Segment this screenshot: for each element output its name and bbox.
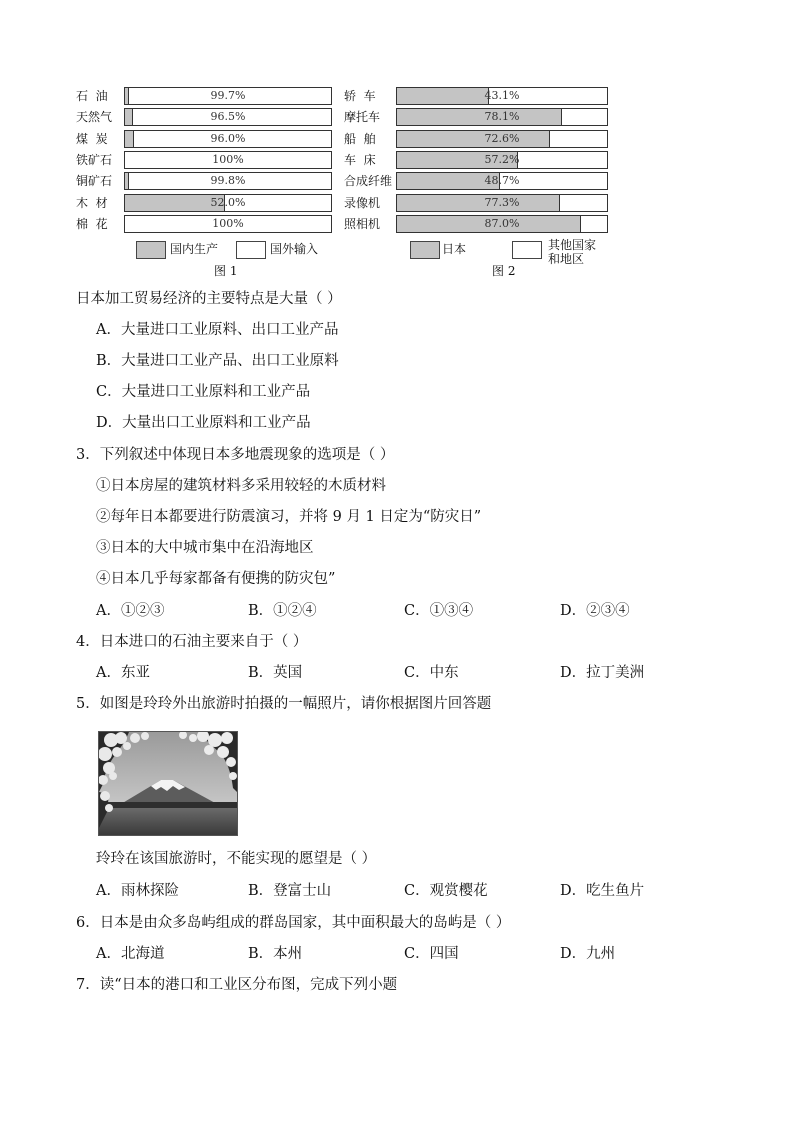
fig2-legend-other: 其他国家 和地区	[548, 238, 597, 266]
fig2-row	[344, 151, 608, 169]
fig2-label: 照相机	[344, 216, 381, 231]
fig2-bar-frame	[396, 194, 608, 212]
q3-item-3: ③日本的大中城市集中在沿海地区	[96, 540, 314, 556]
q5-option-a[interactable]: A．雨林探险	[96, 883, 179, 899]
q6-stem: 6．日本是由众多岛屿组成的群岛国家，其中面积最大的岛屿是（ ）	[76, 915, 511, 931]
fig1-value-label: 100%	[212, 216, 244, 230]
fig1-label: 石 油	[76, 89, 108, 103]
fig1-value-label: 99.7%	[210, 89, 246, 102]
fig2-value-label: 77.3%	[484, 195, 520, 209]
fig2-bar-frame	[396, 151, 608, 169]
fig1-bar-frame	[124, 130, 332, 148]
fig1-value-label: 52.0%	[210, 195, 246, 209]
fig1-row	[76, 215, 332, 233]
fig1-row	[76, 172, 332, 190]
fig2-label: 合成纤维	[344, 174, 393, 189]
fig2-caption: 图 2	[492, 264, 516, 278]
fig2-row	[344, 130, 608, 148]
q5-option-b[interactable]: B．登富士山	[248, 883, 332, 899]
q3-option-a[interactable]: A．①②③	[96, 603, 165, 619]
fig2-row	[344, 194, 608, 212]
fig1-value-label: 99.8%	[210, 174, 246, 188]
fig2-label: 轿 车	[344, 89, 376, 103]
fig2-bar-frame	[396, 130, 608, 148]
fig2-bar-frame	[396, 215, 608, 233]
fig2-value-label: 87.0%	[484, 216, 520, 230]
fig1-label: 煤 炭	[76, 131, 108, 146]
fig1-caption: 图 1	[214, 264, 238, 278]
q3-item-2: ②每年日本都要进行防震演习，并将 9 月 1 日定为“防灾日”	[96, 509, 482, 525]
q2-option-a[interactable]: A．大量进口工业原料、出口工业产品	[96, 322, 339, 338]
q6-option-c[interactable]: C．四国	[404, 946, 459, 962]
fig1-label: 铁矿石	[76, 152, 113, 167]
q6-option-a[interactable]: A．北海道	[96, 946, 165, 962]
fig2-chart	[344, 87, 612, 277]
q4-option-a[interactable]: A．东亚	[96, 665, 150, 681]
q7-stem: 7．读“日本的港口和工业区分布图，完成下列小题	[76, 977, 398, 993]
fig2-legend-japan: 日本	[442, 242, 467, 256]
fig2-value-label: 48.7%	[484, 174, 520, 188]
q2-option-c[interactable]: C．大量进口工业原料和工业产品	[96, 384, 311, 400]
fig1-row	[76, 87, 332, 105]
fig1-row	[76, 151, 332, 169]
fig2-legend-swatch-other	[512, 241, 542, 259]
q5-option-c[interactable]: C．观赏樱花	[404, 883, 488, 899]
fig2-row	[344, 172, 608, 190]
fig2-label: 车 床	[344, 152, 376, 167]
q3-item-1: ①日本房屋的建筑材料多采用较轻的木质材料	[96, 478, 386, 494]
q5-stem: 5．如图是玲玲外出旅游时拍摄的一幅照片，请你根据图片回答题	[76, 696, 492, 712]
fig1-legend-domestic: 国内生产	[170, 242, 219, 256]
q2-option-d[interactable]: D．大量出口工业原料和工业产品	[96, 415, 311, 431]
fig1-row	[76, 194, 332, 212]
fig1-chart	[76, 87, 338, 277]
q5-sub-question: 玲玲在该国旅游时，不能实现的愿望是（ ）	[96, 851, 377, 867]
fig2-bar-frame	[396, 172, 608, 190]
q6-option-d[interactable]: D．九州	[560, 946, 616, 962]
fig2-label: 摩托车	[344, 110, 381, 125]
q6-option-b[interactable]: B．本州	[248, 946, 303, 962]
q2-stem: 日本加工贸易经济的主要特点是大量（ ）	[76, 291, 342, 307]
q3-item-4: ④日本几乎每家都备有便携的防灾包”	[96, 571, 336, 587]
fig1-label: 木 材	[76, 195, 108, 210]
q5-option-d[interactable]: D．吃生鱼片	[560, 883, 645, 899]
fig2-bar-frame	[396, 87, 608, 105]
fig1-label: 铜矿石	[76, 174, 113, 189]
fig2-row	[344, 108, 608, 126]
fig1-legend-swatch-domestic	[136, 241, 166, 259]
fig1-value-label: 96.5%	[210, 110, 246, 124]
fig2-value-label: 78.1%	[484, 110, 520, 124]
fig1-bar-frame	[124, 108, 332, 126]
mount-fuji-photo	[98, 731, 238, 836]
fig2-row	[344, 87, 608, 105]
fig2-value-label: 57.2%	[484, 152, 520, 166]
fig1-bar-frame	[124, 172, 332, 190]
q4-stem: 4．日本进口的石油主要来自于（ ）	[76, 634, 308, 650]
q2-option-b[interactable]: B．大量进口工业产品、出口工业原料	[96, 353, 339, 369]
fig1-value-label: 96.0%	[210, 131, 246, 145]
fig1-row	[76, 130, 332, 148]
fig2-label: 录像机	[344, 195, 381, 210]
fig1-legend-import: 国外输入	[270, 242, 319, 256]
fig1-row	[76, 108, 332, 126]
fig1-legend-swatch-import	[236, 241, 266, 259]
fig2-value-label: 43.1%	[484, 89, 520, 102]
q4-option-c[interactable]: C．中东	[404, 665, 459, 681]
fig1-value-label: 100%	[212, 152, 244, 166]
fig2-legend-swatch-japan	[410, 241, 440, 259]
fig1-label: 棉 花	[76, 216, 108, 231]
fig2-bar-frame	[396, 108, 608, 126]
q3-option-c[interactable]: C．①③④	[404, 603, 474, 619]
fig1-bar-frame	[124, 87, 332, 105]
fig1-bar-frame	[124, 194, 332, 212]
fig2-row	[344, 215, 608, 233]
q3-stem: 3．下列叙述中体现日本多地震现象的选项是（ ）	[76, 447, 395, 463]
q4-option-b[interactable]: B．英国	[248, 665, 303, 681]
fig2-label: 船 舶	[344, 131, 376, 146]
fig1-bar-frame	[124, 151, 332, 169]
fig1-label: 天然气	[76, 110, 113, 125]
fig1-bar-frame	[124, 215, 332, 233]
q4-option-d[interactable]: D．拉丁美洲	[560, 665, 645, 681]
mount-fuji-photo-drawing	[99, 732, 237, 835]
q3-option-b[interactable]: B．①②④	[248, 603, 317, 619]
q3-option-d[interactable]: D．②③④	[560, 603, 630, 619]
fig2-value-label: 72.6%	[484, 131, 520, 145]
